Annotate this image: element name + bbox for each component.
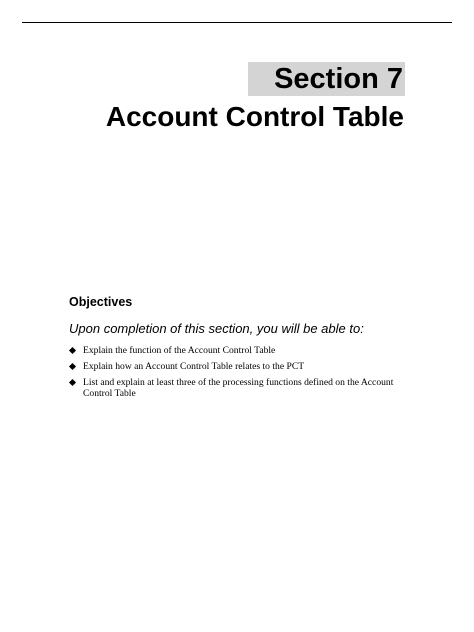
top-rule [22,22,452,23]
objectives-heading: Objectives [69,295,133,309]
objective-item [69,361,399,372]
objective-text: Explain how an Account Control Table relates to the PCT [83,361,305,372]
diamond-bullet-icon [69,347,76,354]
objectives-intro: Upon completion of this section, you will be able to: [69,321,364,336]
section-label: Section 7 [248,62,405,96]
objective-text: List and explain at least three of the processing functions defined on the Account Control Table [83,377,394,399]
objective-item [69,345,399,356]
objective-text: Explain the function of the Account Control Table [83,345,276,356]
diamond-bullet-icon [69,363,76,370]
page-title: Account Control Table [105,101,404,132]
objective-item [69,377,399,399]
diamond-bullet-icon [69,379,76,386]
objectives-list [69,345,399,404]
